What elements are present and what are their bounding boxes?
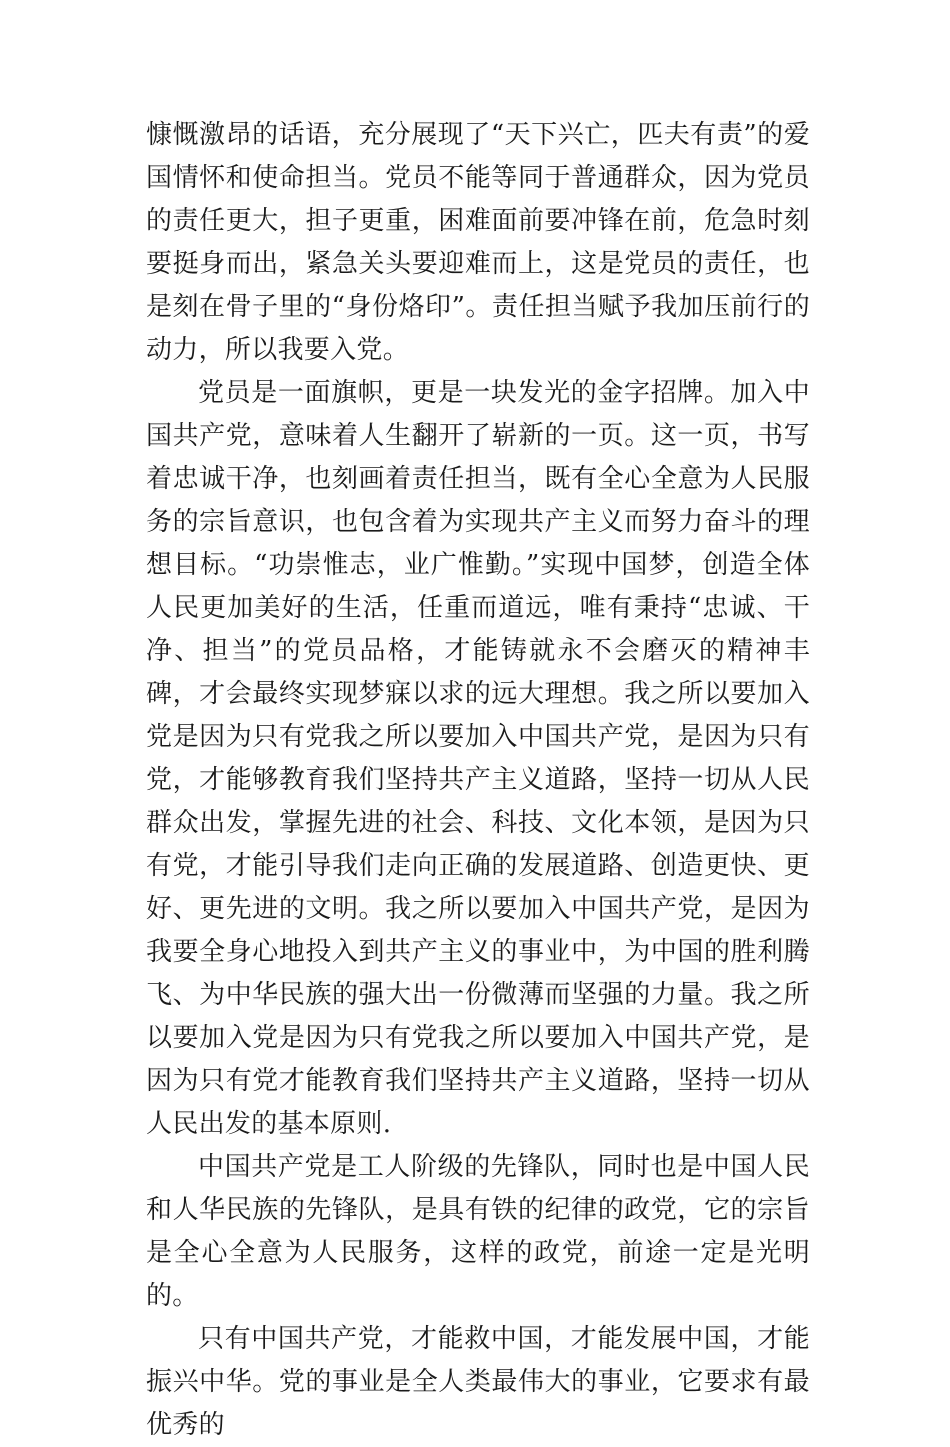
paragraph-4: 只有中国共产党，才能救中国，才能发展中国，才能振兴中华。党的事业是全人类最伟大的事业，它要求有最优秀的: [146, 1324, 810, 1440]
paragraph-2: 党员是一面旗帜，更是一块发光的金字招牌。加入中国共产党，意味着人生翻开了崭新的一页。这一页，书写着忠诚干净，也刻画着责任担当，既有全心全意为人民服务的宗旨意识，也包含着为实现共产主义而努力奋斗的理想目标。“功崇惟志，业广惟勤。”实现中国梦，创造全体人民更加美好的生活，任重而道远，唯有秉持“忠诚、干净、担当”的党员品格，才能铸就永不会磨灭的精神丰碑，才会最终实现梦寐以求的远大理想。我之所以要加入党是因为只有党我之所以要加入中国共产党，是因为只有党，才能够教育我们坚持共产主义道路，坚持一切从人民群众出发，掌握先进的社会、科技、文化本领，是因为只有党，才能引导我们走向正确的发展道路、创造更快、更好、更先进的文明。我之所以要加入中国共产党，是因为我要全身心地投入到共产主义的事业中，为中国的胜利腾飞、为中华民族的强大出一份微薄而坚强的力量。我之所以要加入党是因为只有党我之所以要加入中国共产党，是因为只有党才能教育我们坚持共产主义道路，坚持一切从人民出发的基本原则.: [146, 378, 810, 1139]
paragraph-1: 慷慨激昂的话语，充分展现了“天下兴亡，匹夫有责”的爱国情怀和使命担当。党员不能等同于普通群众，因为党员的责任更大，担子更重，困难面前要冲锋在前，危急时刻要挺身而出，紧急关头要迎难而上，这是党员的责任，也是刻在骨子里的“身份烙印”。责任担当赋予我加压前行的动力，所以我要入党。: [146, 120, 810, 365]
document-body: [146, 114, 810, 1447]
paragraph-3: 中国共产党是工人阶级的先锋队，同时也是中国人民和人华民族的先锋队，是具有铁的纪律的政党，它的宗旨是全心全意为人民服务，这样的政党，前途一定是光明的。: [146, 1152, 810, 1311]
